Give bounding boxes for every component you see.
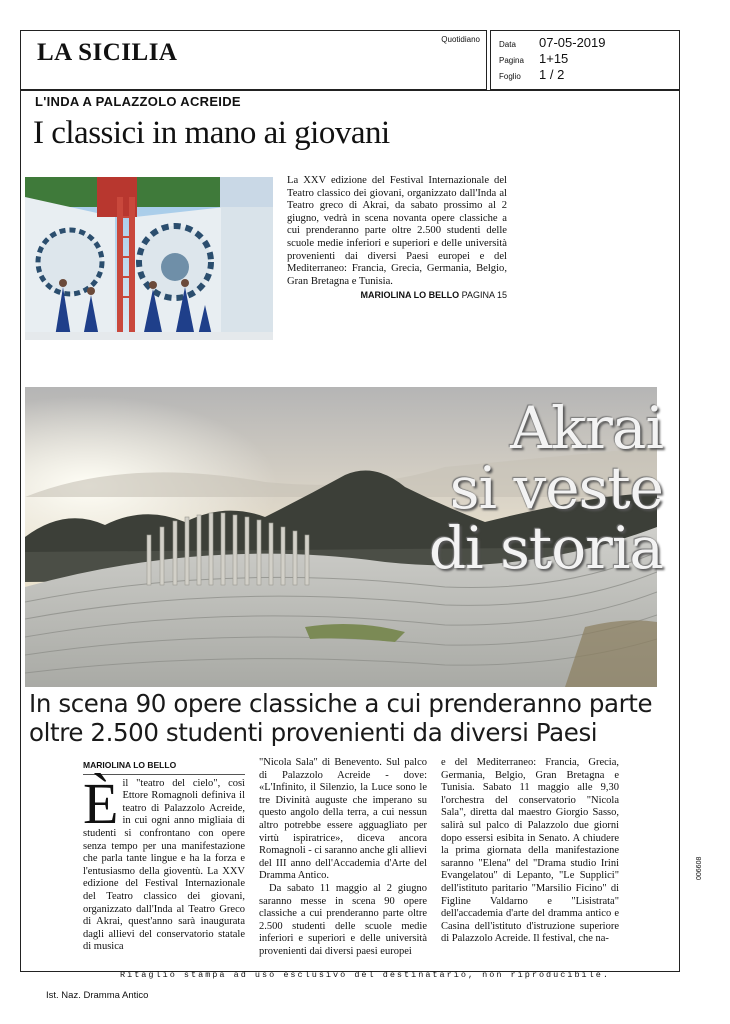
teaser-page-ref: PAGINA 15 <box>461 290 507 301</box>
drop-cap: È <box>83 770 119 836</box>
big-title-line-3: di storia <box>429 514 663 582</box>
date-value: 07-05-2019 <box>539 35 606 50</box>
column-3-text: e del Mediterraneo: Francia, Grecia, Germania, Belgio, Gran Bretagna e Tunisia. Sabato 11 maggio alle 9,30 l'orchestra del conservatorio "Nicola Sala", diretta dal maestro Giorgio Sasso, salirà sul palco di Palazzolo due giorni dopo essersi esibita in Senato. A chiudere la prima giornata della manifestazione saranno "Elena" del "Drama studio Irini Evangelatou" di Lepanto, "Le Supplici" dell'istituto paritario "Marsilio Ficino" di Figline Valdarno e "Lisistrata" dell'accademia d'arte del dramma antico e Casina dell'istituto d'istruzione superiore di Palazzolo Acreide. Il festival, che na- <box>441 757 619 945</box>
metadata-box <box>490 30 680 90</box>
source-label: Ist. Naz. Dramma Antico <box>46 990 149 1001</box>
article-title: I classici in mano ai giovani <box>33 115 390 151</box>
page-value: 1+15 <box>539 51 569 66</box>
teaser-block <box>287 175 507 302</box>
body-column-3 <box>441 757 619 946</box>
sheet-row <box>499 66 564 84</box>
subheadline: In scena 90 opere classiche a cui prenderanno parte oltre 2.500 studenti provenienti da diversi Paesi <box>29 689 653 747</box>
publication-type: Quotidiano <box>441 35 480 44</box>
reproduction-notice: Ritaglio stampa ad uso esclusivo del destinatario, non riproducibile. <box>120 970 610 980</box>
teaser-text: La XXV edizione del Festival Internazionale del Teatro classico dei giovani, organizzato dall'Inda al Teatro greco di Akrai, da sabato prossimo al 2 giugno, vedrà in scena novanta opere classiche a cui prenderanno parte oltre 2.500 studenti delle scuole medie inferiori e superiori e delle università provenienti dai diversi Paesi europei e del Mediterraneo: Francia, Grecia, Germania, Belgio, Gran Bretagna e Tunisia. <box>287 175 507 287</box>
article-byline: MARIOLINA LO BELLO <box>83 759 245 775</box>
masthead-box <box>20 30 487 90</box>
sheet-value: 1 / 2 <box>539 67 565 82</box>
clipping-code: 006608 <box>696 856 703 880</box>
body-column-1 <box>83 759 245 954</box>
teaser-byline <box>287 289 507 302</box>
newspaper-logo: LA SICILIA <box>37 39 178 66</box>
article-kicker: L'INDA A PALAZZOLO ACREIDE <box>35 94 241 109</box>
sheet-label: Foglio <box>499 72 521 81</box>
teaser-author: MARIOLINA LO BELLO <box>360 290 460 301</box>
body-column-2 <box>259 757 427 959</box>
column-2-text-b: Da sabato 11 maggio al 2 giugno saranno messe in scena 90 opere classiche a cui prenderanno parte oltre 2.500 studenti delle scuole medie inferiori e superiori e delle università provenienti dai diversi paesi europei <box>259 882 427 957</box>
big-title-line-2: si veste <box>449 454 663 522</box>
page-label: Pagina <box>499 56 524 65</box>
article-clipping <box>20 90 680 972</box>
column-2-text-a: "Nicola Sala" di Benevento. Sul palco di Palazzolo Acreide - dove: «L'Infinito, il Silenzio, la Luce sono le tre Divinità auguste che imperano su questo angolo della terra, a cui nessun altro potrebbe essere agguagliato per virtù ispiratrice», diceva ancora Romagnoli - ci saranno anche gli allievi del III anno dell'Accademia d'Arte del Dramma Antico. <box>259 757 427 882</box>
performance-photo <box>25 177 273 340</box>
big-title-line-1: Akrai <box>510 394 663 462</box>
column-1-text: il "teatro del cielo", così Ettore Romagnoli definiva il teatro di Palazzolo Acreide, in cui ogni anno migliaia di studenti si confrontano con opere senza tempo per una manifestazione che parla tante lingue e ha la forza e l'entusiasmo della gioventù. La XXV edizione del Festival Internazionale del Teatro classico dei giovani, organizzato dall'Inda al Teatro Greco di Akrai, quest'anno sarà inaugurata dagli allievi del conservatorio statale di musica <box>83 777 245 953</box>
date-label: Data <box>499 40 516 49</box>
